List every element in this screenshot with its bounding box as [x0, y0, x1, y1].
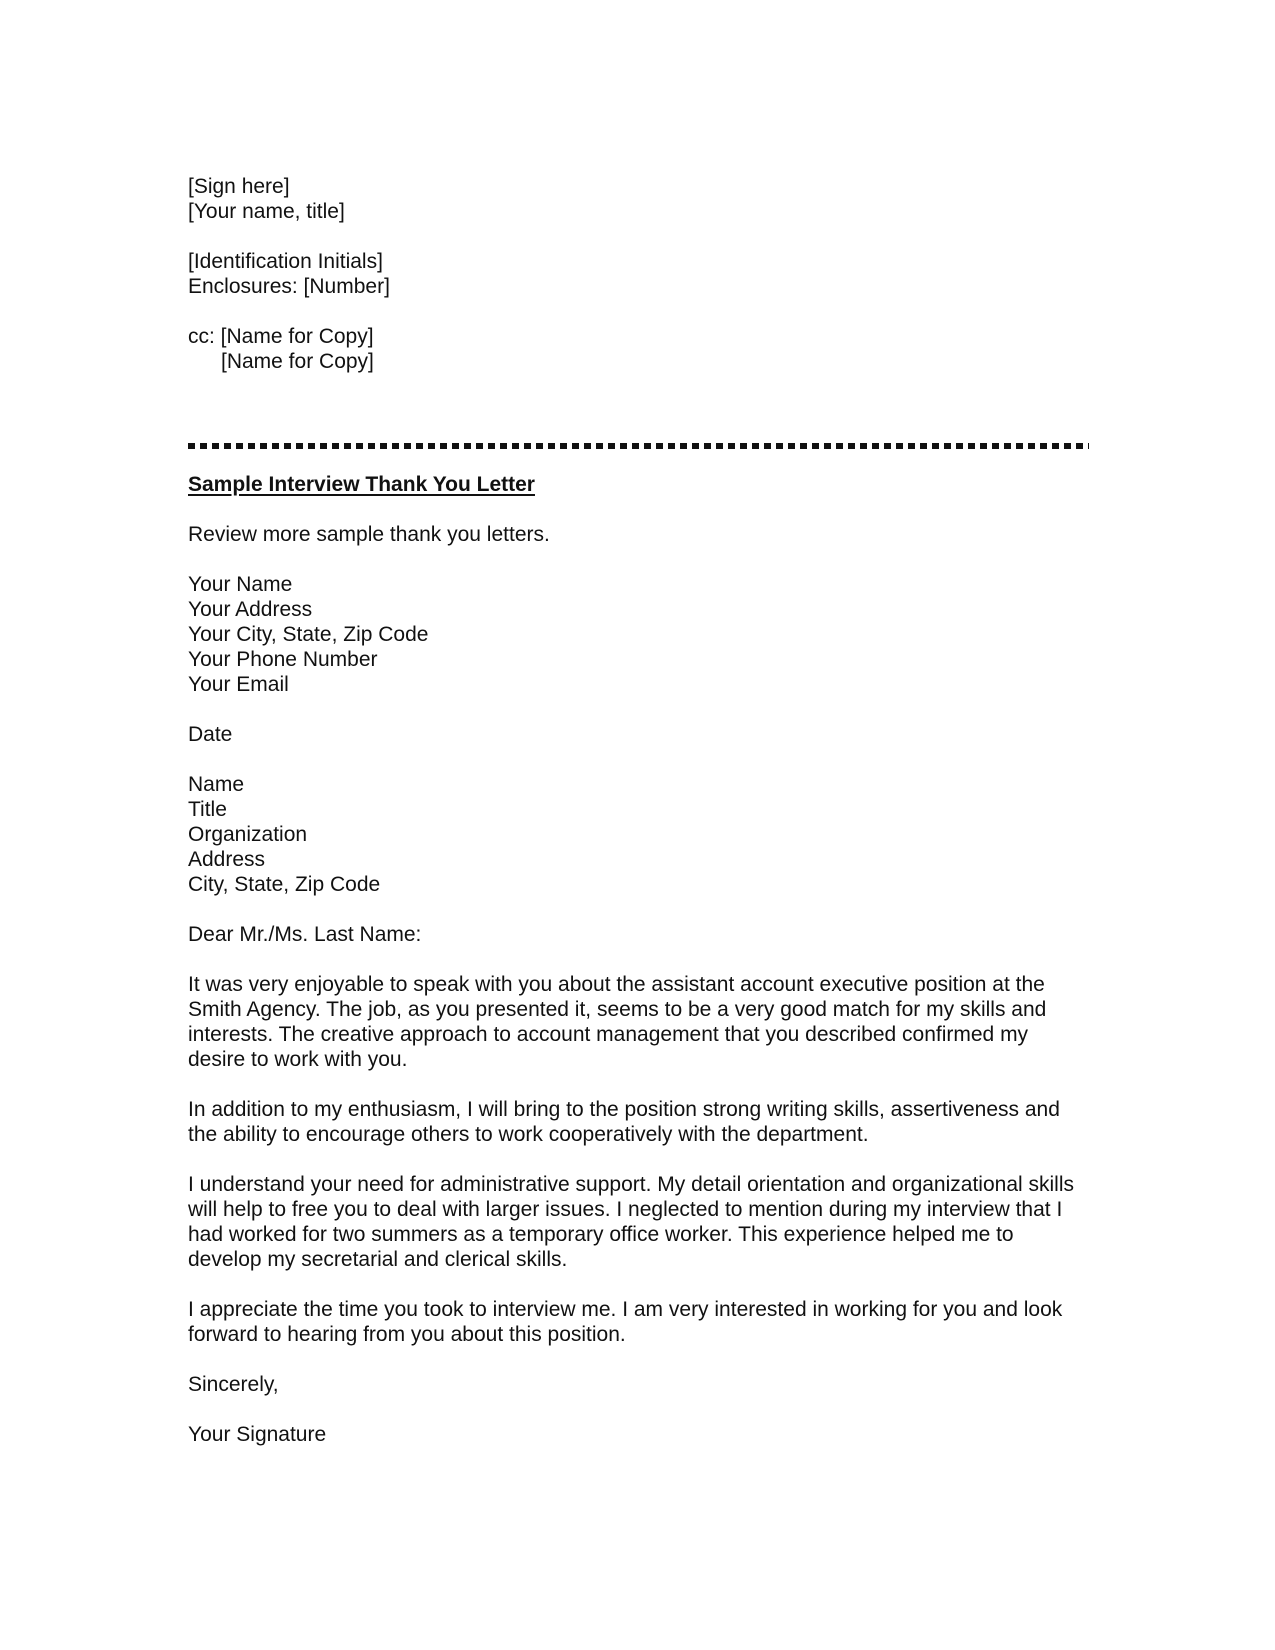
sample-title: Sample Interview Thank You Letter: [188, 473, 535, 496]
recipient-organization: Organization: [188, 823, 308, 846]
spacer: [188, 497, 1088, 522]
spacer: [188, 1347, 1088, 1372]
closing: Sincerely,: [188, 1373, 279, 1396]
spacer: [188, 1072, 1088, 1097]
review-text: Review more sample thank you letters.: [188, 523, 550, 546]
sender-email: Your Email: [188, 673, 289, 696]
recipient-title: Title: [188, 798, 227, 821]
spacer: [188, 697, 1088, 722]
sender-address: Your Address: [188, 598, 313, 621]
body-paragraph-1: It was very enjoyable to speak with you about the assistant account executive position at the Smith Agency. The job, as you presented it, seems to be a very good match for my skills and interests. The creative approach to account management that you described confirmed my desire to work with you.: [188, 973, 1047, 1071]
sender-name: Your Name: [188, 573, 293, 596]
recipient-address: Address: [188, 848, 266, 871]
cc-line-2: [Name for Copy]: [221, 350, 374, 373]
spacer: [188, 547, 1088, 572]
sender-phone: Your Phone Number: [188, 648, 378, 671]
letter-date: Date: [188, 723, 233, 746]
spacer: [188, 947, 1088, 972]
spacer: [188, 1272, 1088, 1297]
spacer: [188, 1147, 1088, 1172]
spacer: [188, 299, 1088, 324]
name-title-text: [Your name, title]: [188, 200, 345, 223]
sender-city: Your City, State, Zip Code: [188, 623, 429, 646]
body-paragraph-2: In addition to my enthusiasm, I will bring to the position strong writing skills, assertiveness and the ability to encourage others to work cooperatively with the department.: [188, 1098, 1060, 1146]
spacer: [188, 1397, 1088, 1422]
cc-line-1: cc: [Name for Copy]: [188, 325, 374, 348]
letter-content: [188, 174, 1088, 1447]
identification-initials-text: [Identification Initials]: [188, 250, 383, 273]
signature-placeholder: Your Signature: [188, 1423, 327, 1446]
spacer: [188, 747, 1088, 772]
enclosures-text: Enclosures: [Number]: [188, 275, 390, 298]
sign-here-text: [Sign here]: [188, 175, 290, 198]
salutation: Dear Mr./Ms. Last Name:: [188, 923, 422, 946]
body-paragraph-3: I understand your need for administrative support. My detail orientation and organizational skills will help to free you to deal with larger issues. I neglected to mention during my interview that I had worked for two summers as a temporary office worker. This experience helped me to develop my secretarial and clerical skills.: [188, 1173, 1074, 1271]
spacer: [188, 897, 1088, 922]
recipient-city: City, State, Zip Code: [188, 873, 381, 896]
body-paragraph-4: I appreciate the time you took to interview me. I am very interested in working for you and look forward to hearing from you about this position.: [188, 1298, 1063, 1346]
recipient-name: Name: [188, 773, 245, 796]
dotted-separator: [188, 443, 1089, 449]
spacer: [188, 224, 1088, 249]
